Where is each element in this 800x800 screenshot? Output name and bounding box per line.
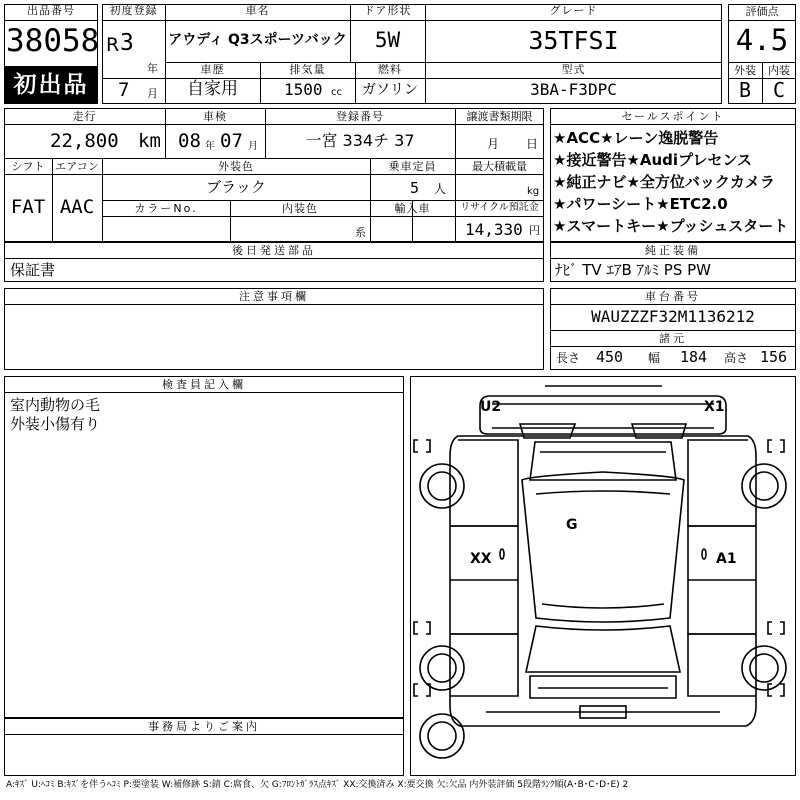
int-color-label: 内装色 — [282, 202, 318, 215]
reg-year: 3 — [120, 30, 134, 56]
interior-grade: C — [772, 78, 786, 102]
selling-points-label: セールスポイント — [621, 110, 725, 123]
legend: A:ｷｽﾞ U:ﾍｺﾐ B:ｷｽﾞを伴うﾍｺﾐ P:要塗装 W:補修跡 S:錆 C:腐食、欠 G:ﾌﾛﾝﾄｶﾞﾗｽ点ｷｽﾞ XX:交換済み X:要交換 欠:欠品 内外装評価 5段階ﾗﾝｸ順(A･B･C･D･E) 2 — [6, 780, 629, 790]
chassis-number: WAUZZZF32M1136212 — [591, 307, 755, 326]
model-label: 型式 — [561, 63, 586, 76]
equipment-value: ﾅﾋﾞ TV ｴｱB ｱﾙﾐ PS PW — [555, 261, 711, 279]
inspection-year-unit: 年 — [205, 141, 215, 152]
car-name: アウディ Q3スポーツバック — [168, 32, 347, 48]
capacity-unit: 人 — [434, 182, 447, 196]
shift: FAT — [10, 196, 46, 218]
mark-a1: A1 — [716, 551, 737, 567]
mileage-label: 走行 — [72, 110, 97, 123]
max-load-label: 最大積載量 — [472, 160, 527, 173]
inspector-note: 室内動物の毛 — [10, 396, 101, 414]
displacement: 1500 — [284, 80, 323, 99]
selling-point-item: ★ACC★レーン逸脱警告 — [553, 129, 719, 147]
inspection-label: 車検 — [203, 110, 227, 123]
displacement-label: 排気量 — [289, 63, 326, 76]
plate-label: 登録番号 — [336, 110, 384, 123]
ac-label: エアコン — [55, 160, 99, 173]
recycle-label: リサイクル預託金 — [460, 202, 539, 213]
inspection-month: 07 — [220, 130, 243, 152]
history: 自家用 — [187, 79, 238, 99]
plate: 一宮 334チ 37 — [305, 131, 415, 150]
recycle-unit: 円 — [529, 224, 540, 237]
shift-label: シフト — [11, 160, 45, 173]
info-grid — [4, 108, 544, 242]
score: 4.5 — [735, 23, 789, 57]
mark-x1: X1 — [704, 399, 725, 415]
mileage-unit: km — [138, 130, 161, 152]
reg-year-unit: 年 — [147, 62, 158, 75]
grade-label: グレード — [549, 4, 598, 17]
ext-color: ブラック — [206, 178, 266, 196]
first-reg-label: 初度登録 — [109, 4, 158, 17]
fuel: ガソリン — [362, 82, 418, 98]
length: 450 — [596, 348, 624, 366]
era-letter: R — [106, 34, 120, 56]
inspection-year: 08 — [178, 130, 201, 152]
lot-number-label: 出品番号 — [27, 4, 75, 17]
interior-grade-label: 内装 — [768, 64, 790, 77]
displacement-unit: cc — [331, 87, 342, 98]
grade: 35TFSI — [528, 26, 619, 55]
door-type: 5W — [374, 28, 401, 52]
mark-g: G — [566, 517, 578, 533]
int-color-unit: 系 — [355, 226, 366, 239]
selling-points-list — [553, 127, 795, 237]
height-label: 高さ — [724, 351, 749, 365]
model: 3BA-F3DPC — [530, 80, 617, 99]
height: 156 — [760, 348, 788, 366]
ac: AAC — [59, 196, 95, 218]
lot-number: 38058 — [6, 23, 100, 59]
car-name-label: 車名 — [245, 4, 270, 17]
width: 184 — [680, 348, 708, 366]
capacity: 5 — [410, 179, 420, 197]
first-listing-badge: 初出品 — [5, 67, 97, 103]
later-parts-value: 保証書 — [10, 261, 56, 279]
mark-xx: XX — [470, 551, 492, 567]
mark-u2: U2 — [480, 399, 502, 415]
later-parts-label: 後日発送部品 — [232, 244, 316, 257]
exterior-grade: B — [738, 78, 752, 102]
score-label: 評価点 — [745, 5, 779, 18]
reg-month-unit: 月 — [147, 87, 158, 100]
transfer-day-unit: 日 — [526, 137, 539, 151]
transfer-label: 譲渡書類期限 — [466, 110, 533, 123]
capacity-label: 乗車定員 — [388, 160, 437, 173]
mileage: 22,800 — [50, 130, 119, 152]
selling-point-item: ★接近警告★Audiプレセンス — [553, 151, 753, 169]
color-no-label: カラーNo. — [134, 202, 198, 215]
ext-color-label: 外装色 — [218, 160, 254, 173]
inspector-label: 検査員記入欄 — [162, 378, 246, 391]
office-label: 事務局よりご案内 — [148, 720, 260, 733]
reg-month: 7 — [118, 79, 130, 101]
import-label: 輸入車 — [394, 202, 431, 215]
specs-label: 諸元 — [659, 332, 687, 345]
selling-point-item: ★パワーシート★ETC2.0 — [553, 195, 728, 213]
length-label: 長さ — [556, 351, 581, 365]
notes-label: 注意事項欄 — [239, 290, 309, 303]
door-label: ドア形状 — [363, 4, 412, 17]
chassis-label: 車台番号 — [645, 290, 701, 303]
fuel-label: 燃料 — [378, 63, 402, 76]
recycle: 14,330 — [465, 220, 523, 239]
inspector-notes — [10, 396, 100, 434]
equipment-label: 純正装備 — [645, 244, 701, 257]
selling-point-item: ★純正ナビ★全方位バックカメラ — [553, 173, 775, 191]
selling-point-item: ★スマートキー★プッシュスタート — [553, 217, 789, 235]
exterior-grade-label: 外装 — [734, 64, 756, 77]
width-label: 幅 — [648, 351, 661, 365]
inspection-month-unit: 月 — [248, 141, 258, 152]
car-diagram — [410, 376, 796, 776]
max-load-unit: kg — [527, 186, 540, 197]
transfer-month-unit: 月 — [487, 137, 500, 151]
history-label: 車歴 — [200, 63, 225, 76]
inspector-note: 外装小傷有り — [10, 415, 101, 433]
